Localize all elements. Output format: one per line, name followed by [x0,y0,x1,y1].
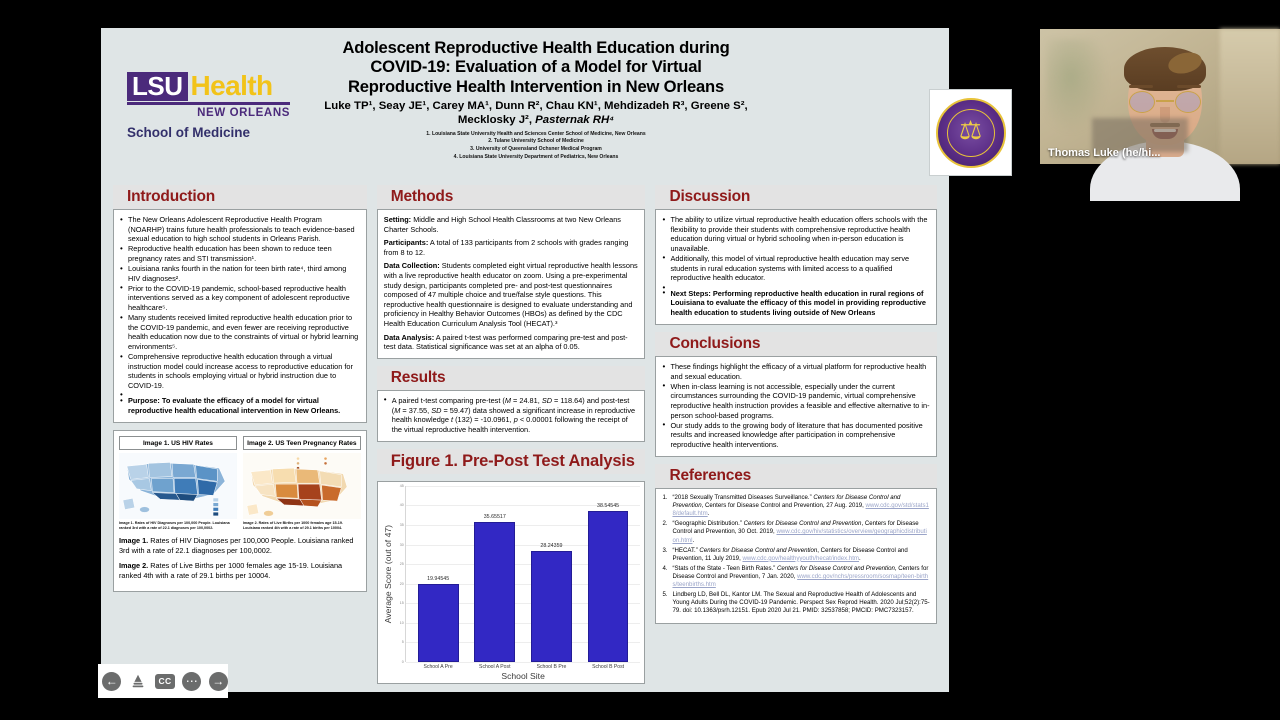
image-2-description [119,561,361,580]
list-item: • Prior to the COVID-19 pandemic, school-based reproductive health interventions served as a key component of adolescent reproductive healthcare⁵. [120,284,360,313]
reference-item [662,591,930,615]
list-item: • Our study adds to the growing body of literature that has documented positive results and increased knowledge after participation in comprehensive reproductive health interventions. [662,421,930,450]
lsu-health-logo [127,72,307,140]
reference-text: “2018 Sexually Transmitted Diseases Surveillance.” [672,494,814,502]
more-options-button[interactable] [182,671,202,691]
list-spacer [662,283,930,288]
conclusions-heading: Conclusions [655,332,937,356]
methods-data-collection-label: Data Collection: [383,261,440,271]
references-body [655,488,937,624]
methods-setting-text: Middle and High School Health Classrooms at two New Orleans Charter Schools. [383,215,621,234]
chart-bar [588,511,629,662]
column-right [655,185,937,684]
introduction-body [113,209,367,423]
chart-y-tick-label: 20 [399,581,404,586]
reference-text: , Centers for Disease Control and Prevention, 30 Oct. 2019, [672,520,919,536]
image-1-desc-label: Image 1. [119,536,149,546]
list-item: • The New Orleans Adolescent Reproductive Health Program (NOARHP) trains future health professionals to teach evidence-based sexual education to high school students in Orleans Parish. [120,215,360,244]
results-fragment: t [451,415,454,425]
discussion-heading: Discussion [655,185,937,209]
slide-toolbar[interactable] [98,664,228,698]
reference-text: “Geographic Distribution.” [672,520,744,528]
methods-data-collection-text: Students completed eight virtual reproductive health lessons with a live reproductive health educator on zoom. Using a pre-experimental study design, participants completed pre- and post-test questionnaires composed of 47 multiple choice and true/false style questions. This reproductive health questionnaire is designed to evaluate understanding and proficiency in Healthy Behavior Outcomes (HBOs) as defined by the CDC Health Education Curriculum Analysis Tool (HECAT).³ [383,261,638,329]
affiliation-4: 4. Louisiana State University Department of Pediatrics, New Orleans [453,154,619,161]
reference-text: . [692,536,695,544]
references-heading: References [655,464,937,488]
chart-bar [418,584,459,662]
methods-participants-label: Participants: [383,238,429,248]
presenter-name-label: Thomas Luke (he/hi... [1048,147,1161,159]
school-label: School of Medicine [127,125,251,140]
results-fragment: = 118.64) and post-test ( [391,395,630,415]
list-spacer [120,391,360,396]
reference-item [662,520,930,544]
methods-participants-text: A total of 133 participants from 2 schools with grades ranging from 8 to 12. [383,238,629,257]
methods-participants [384,238,639,257]
discussion-body [655,209,937,325]
list-item: • Many students received limited reproductive health education prior to the COVID-19 pandemic, and even fewer are receiving reproductive health education now due to the constraints of virtual or hybrid learning environments⁵. [120,313,360,351]
list-item: • The ability to utilize virtual reproductive health education offers schools with the flexibility to provide their students with comprehensive reproductive health education during virtual or hybrid schooling when in-person education is unavailable. [662,215,930,253]
figure-1-chart [377,481,646,684]
chart-y-tick-label: 25 [399,562,404,567]
results-fragment: < 0.00001 following the receipt of the virtual reproductive health intervention. [391,415,628,434]
us-teen-pregnancy-map [243,453,361,519]
results-fragment: = 37.55, [400,405,432,415]
chart-bar-group [418,486,459,662]
image-1-desc-text: Rates of HIV Diagnoses per 100,000 People. Louisiana ranked 3rd with a rate of 22.1 diagnoses per 100,0002. [119,536,354,555]
image-2-map-caption: Image 2. Rates of Live Births per 1000 females age 15-19. Louisiana ranked 4th with a rate of 29.1 births per 10004. [242,521,343,531]
reference-link[interactable]: www.cdc.gov/std/stats18/default.htm [672,502,929,518]
next-steps-item [662,289,930,318]
image-descriptions [119,536,361,580]
chart-gridline [406,662,641,663]
image-1-map-caption: Image 1. Rates of HIV Diagnoses per 100,000 People. Louisiana ranked 3rd with a rate of 22.1 diagnoses per 100,0002. [119,521,230,531]
reference-text: Lindberg LD, Bell DL, Kantor LM. The Sexual and Reproductive Health of Adolescents and Young Adults During the COVID-19 Pandemic. Perspect Sex Reprod Health. 2020 Jul;52(2):75-79. doi: 10.1363/psrh.12151. Epub 2020 Jul 21. PMID: 32537858; PMCID: PMC7323157. [672,591,930,615]
pointer-cone-icon [129,672,147,690]
chart-x-tick-label: School A Pre [423,664,453,670]
reference-source: Centers for Disease Control and Prevention [699,546,818,554]
poster-slide[interactable] [101,28,983,692]
chart-y-axis-label: Average Score (out of 47) [382,524,393,624]
chart-x-tick-label: School B Pre [536,664,567,670]
methods-body [377,209,646,359]
title-line-1: Adolescent Reproductive Health Education during [342,38,730,57]
background-wall [1220,29,1280,164]
reference-item [662,565,930,589]
image-2-desc-text: Rates of Live Births per 1000 females age 15-19. Louisiana ranked 4th with a rate of 29.1 births per 10004. [119,561,343,580]
affiliation-3: 3. University of Queensland Ochsner Medical Program [470,146,602,153]
methods-heading: Methods [377,185,646,209]
chart-y-tick-label: 10 [399,620,404,625]
list-item: • These findings highlight the efficacy of a virtual platform for reproductive health and sexual education. [662,362,930,381]
chart-y-ticks [393,483,405,664]
results-fragment: (132) = -10.0961, [453,415,514,425]
reference-text: , Centers for Disease Control and Prevention, 11 July 2019, [672,546,908,562]
title-line-3: Reproductive Health Intervention in New Orleans [347,76,725,96]
section-introduction [113,185,367,423]
column-left [113,185,367,684]
purpose-text: To evaluate the efficacy of a model for virtual reproductive health educational intervention in New Orleans. [128,396,341,416]
chart-bar [531,551,572,662]
previous-slide-button[interactable] [102,671,122,691]
next-steps-text: Performing reproductive health education in rural regions of Louisiana to evaluate the efficacy of this model in providing reproductive health education to students living outside of New Orleans [670,288,926,317]
chart-y-tick-label: 15 [399,601,404,606]
section-results [377,366,646,442]
arrow-left-icon: ← [102,672,121,691]
presenter-video-tile[interactable] [1040,29,1280,164]
chart-bar-group [531,486,572,662]
results-body [377,390,646,442]
author-list [301,99,771,127]
reference-item [662,547,930,563]
reference-link[interactable]: www.cdc.gov/nchs/pressroom/sosmap/teen-births/teenbirths.htm [672,572,929,589]
chart-y-tick-label: 5 [401,640,404,645]
laser-pointer-button[interactable] [129,671,149,691]
reference-text: , Centers for Disease Control and Prevention, 27 Aug. 2019, [701,502,866,510]
image-1-description [119,536,361,555]
lsu-wordmark: LSU [127,72,188,101]
reference-text: . [707,510,710,518]
results-fragment: = 59.47) data showed a significant increase in reproductive health knowledge [391,405,636,425]
chart-bar-value-label: 28.24359 [540,543,563,550]
closed-captions-button[interactable] [155,671,175,691]
reference-item [662,494,930,518]
results-fragment: M [504,395,511,405]
next-steps-label: Next Steps: [670,288,711,298]
results-fragment: A paired t-test comparing pre-test ( [391,395,505,405]
list-item: • When in-class learning is not accessible, especially under the current circumstances surrounding the COVID-19 pandemic, virtual comprehensive reproductive health instruction provides a feasible and effective alternative to in-person school-based programs. [662,382,930,420]
results-fragment: p [513,415,518,425]
chart-y-tick-label: 30 [399,542,404,547]
chart-x-axis-label: School Site [501,671,545,681]
affiliations [301,131,771,163]
senior-author: Pasternak RH⁴ [535,114,615,127]
cc-icon: CC [155,674,175,689]
list-item: • Reproductive health education has been shown to reduce teen pregnancy rates and STI transmission¹. [120,244,360,263]
us-hiv-rates-map [119,453,237,519]
image-2-desc-label: Image 2. [119,561,149,571]
column-middle [377,185,646,684]
chart-y-tick-label: 0 [401,660,404,664]
list-item: • Comprehensive reproductive health education through a virtual instruction model could increase access to reproductive education for students in schools employing virtual or hybrid instruction due to COVID-19. [120,352,360,390]
results-fragment: M [394,405,401,415]
conclusions-body [655,356,937,457]
methods-setting [384,215,639,234]
chart-y-tick-label: 35 [399,523,404,527]
affiliation-1: 1. Louisiana State University Health and Sciences Center School of Medicine, New Orleans [426,130,646,137]
methods-data-analysis-label: Data Analysis: [383,332,435,342]
results-fragment: SD [541,395,553,405]
methods-data-analysis-text: A paired t-test was performed comparing pre-test and post-test data. Statistical significance was set at an alpha of 0.05. [383,332,628,352]
health-wordmark: Health [190,70,273,101]
purpose-item [120,396,360,415]
chart-x-tick-label: School B Post [592,664,625,670]
list-item: • Louisiana ranks fourth in the nation for teen birth rate⁴, third among HIV diagnoses². [120,264,360,283]
reference-text: “HECAT.” [672,546,700,554]
chart-bar-group [474,486,515,662]
results-fragment: = 24.81, [510,395,542,405]
results-heading: Results [377,366,646,390]
chart-bar-group [588,486,629,662]
poster-header: LSU Health NEW ORLEANS School of Medicine Adolescent Reproductive Health Education during COVID-19: Evaluation of a Model for Virtual Reproductive Health Intervention in New Orleans Luke TP¹, Seay JE¹, Carey MA¹, Dunn R², Chau KN¹, Mehdizadeh R³, Greene S², Mecklosky J², Pasternak RH⁴ 1. Louisiana State University Health and Sciences Center School of Medicine, New Orleans 2. Tulane University School of Medicine 3. University of Queensland Ochsner Medical Program 4. Louisiana State University Department of Pediatrics, New Orleans ⚖ [101,28,949,183]
image-1-title: Image 1. US HIV Rates [119,436,237,450]
author-line-1: Luke TP¹, Seay JE¹, Carey MA¹, Dunn R², Chau KN¹, Mehdizadeh R³, Greene S², [324,100,748,113]
reference-text: “Stats of the State - Teen Birth Rates.” [672,564,777,572]
chart-y-tick-label: 45 [399,483,404,488]
image-2-title: Image 2. US Teen Pregnancy Rates [243,436,361,450]
methods-data-collection [384,261,639,328]
chart-plot-area [405,486,641,662]
figure-heading: Figure 1. Pre-Post Test Analysis [377,449,646,474]
arrow-right-icon: → [209,672,228,691]
introduction-heading: Introduction [113,185,367,209]
methods-setting-label: Setting: [383,215,412,224]
reference-source: Centers for Disease Control and Prevention [777,564,895,572]
chart-bar-value-label: 35.65517 [483,514,506,521]
title-line-2: COVID-19: Evaluation of a Model for Virtual [370,57,702,77]
results-statement [384,396,639,434]
reference-link[interactable]: www.cdc.gov/hiv/statistics/overview/geographicdistribution.html [672,528,927,544]
chart-bar-value-label: 38.54545 [597,503,620,510]
reference-text: . [859,554,861,562]
chart-x-tick-label: School A Post [479,664,511,670]
author-line-2 [301,113,771,127]
image-2-cell [243,436,361,531]
reference-link[interactable]: www.cdc.gov/healthyyouth/hecat/index.htm [742,554,859,562]
logo-divider [127,102,290,105]
chart-y-tick-label: 40 [399,503,404,508]
ellipsis-icon: ⋯ [182,672,201,691]
chart-bar [474,522,515,662]
list-item: • Additionally, this model of virtual reproductive health education may serve students in rural education systems with limited access to a qualified reproductive health educator. [662,254,930,283]
images-panel [113,430,367,592]
affiliation-2: 2. Tulane University School of Medicine [488,138,584,145]
results-fragment: SD [431,405,442,415]
campus-label: NEW ORLEANS [197,107,290,119]
image-1-cell [119,436,237,531]
purpose-label: Purpose: [128,396,160,406]
section-methods [377,185,646,359]
methods-data-analysis [384,333,639,352]
section-conclusions [655,332,937,457]
section-discussion [655,185,937,325]
author-line-2-plain: Mecklosky J², [457,114,536,127]
title-block [301,38,771,162]
reference-source: Centers for Disease Control and Prevention [672,494,901,510]
next-slide-button[interactable] [209,671,229,691]
chart-bar-value-label: 19.94545 [427,575,450,582]
reference-source: Centers for Disease Control and Prevention [743,520,862,528]
reference-text: , Centers for Disease Control and Prevention, 7 Jan. 2020, [672,564,929,580]
chart-x-ticks [406,664,641,670]
section-references [655,464,937,624]
poster-title [301,38,771,96]
